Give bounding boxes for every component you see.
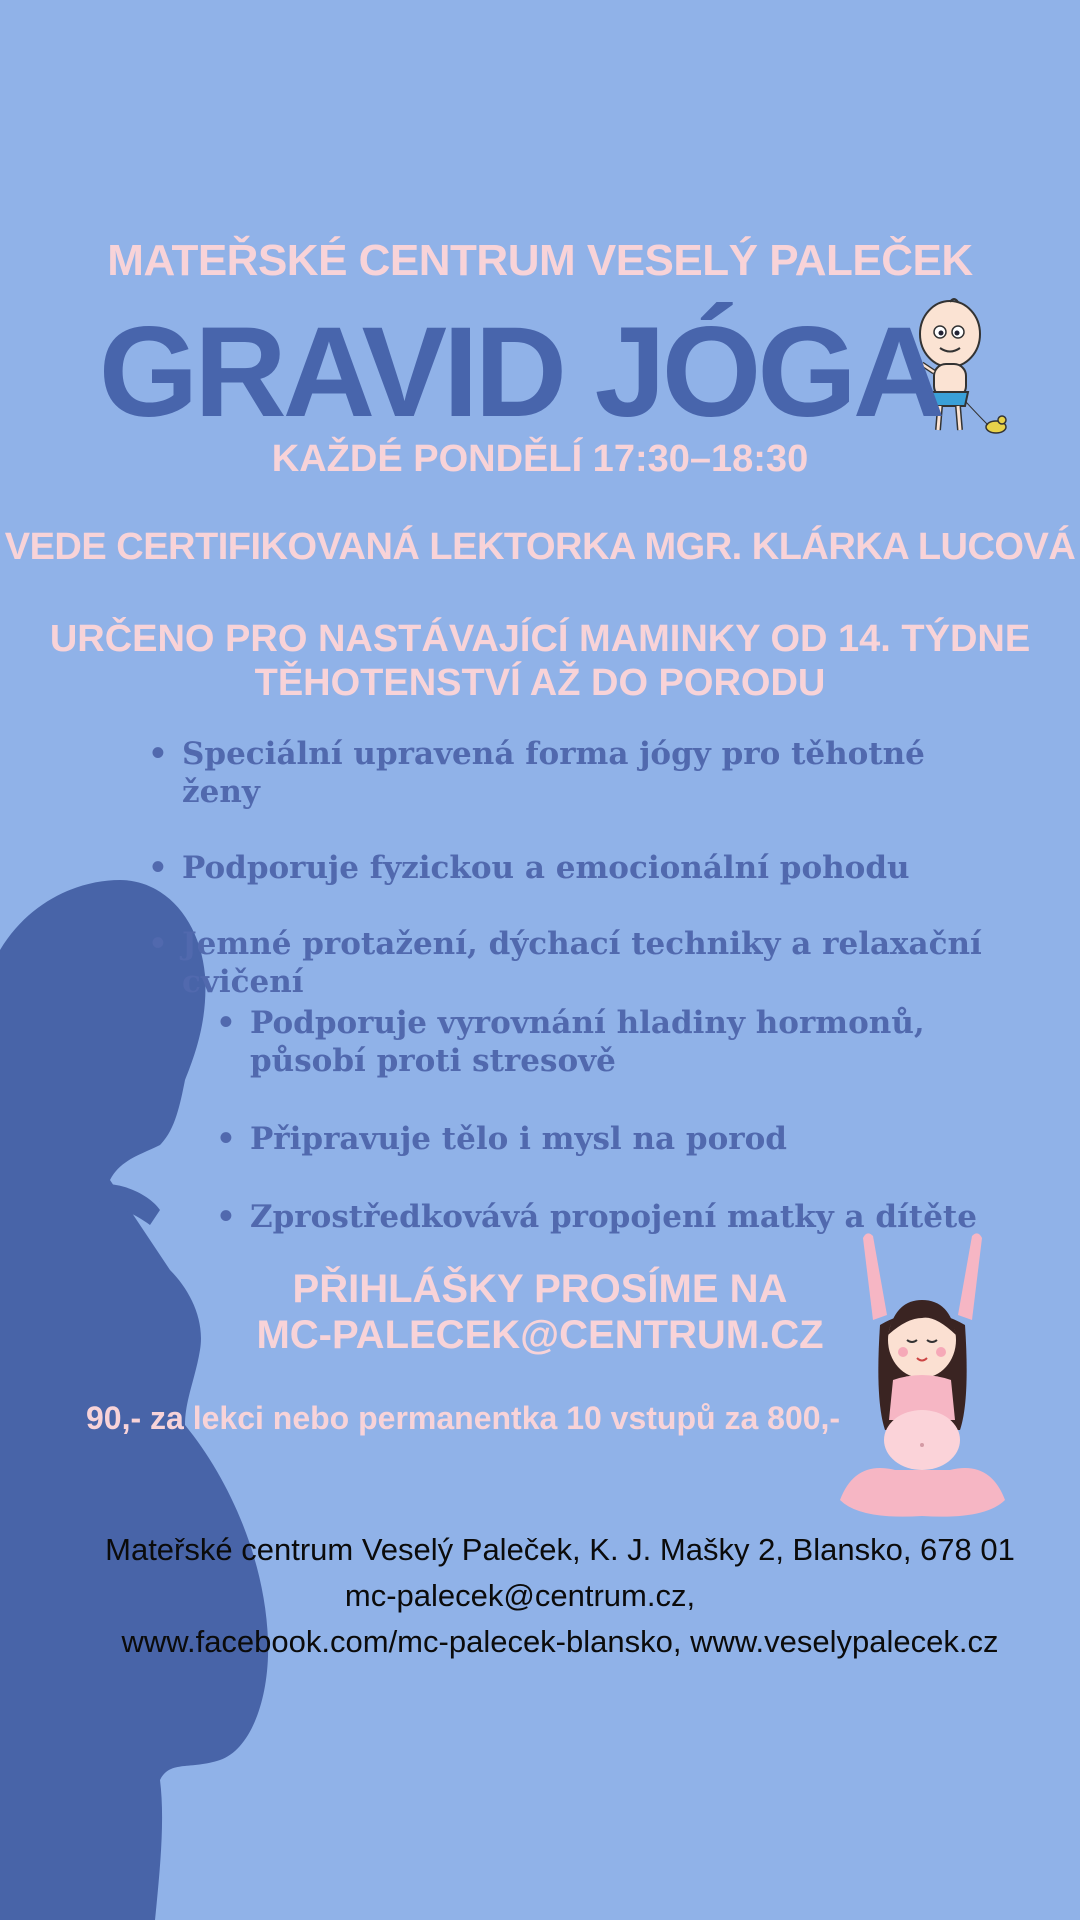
instructor-text: VEDE CERTIFIKOVANÁ LEKTORKA MGR. KLÁRKA LUCOVÁ [4,526,1076,568]
list-item: • Zprostředkovává propojení matky a dítěte [216,1198,1016,1236]
footer-web-links: www.facebook.com/mc-palecek-blansko, www.veselypalecek.cz [121,1624,999,1659]
benefits-list-indented [216,1004,1016,1276]
signup-line-1: PŘIHLÁŠKY PROSÍME NA [292,1267,788,1311]
list-item: • Speciální upravená forma jógy pro těhotné ženy [148,735,1008,811]
list-item: • Podporuje fyzickou a emocionální pohodu [148,849,1008,887]
list-item: • Jemné protažení, dýchací techniky a relaxační cvičení [148,925,1008,1001]
list-item: • Podporuje vyrovnání hladiny hormonů, působí proti stresově [216,1004,1016,1080]
list-item: • Připravuje tělo i mysl na porod [216,1120,1016,1158]
price-text: 90,- za lekci nebo permanentka 10 vstupů za 800,- [86,1400,841,1436]
target-line-2: TĚHOTENSTVÍ AŽ DO PORODU [254,662,826,704]
target-audience-text [0,617,1080,705]
footer-email: mc-palecek@centrum.cz, [344,1578,696,1613]
signup-text [0,1266,1080,1358]
signup-email: MC-PALECEK@CENTRUM.CZ [256,1313,824,1357]
benefits-list [148,735,1008,1039]
organization-name: MATEŘSKÉ CENTRUM VESELÝ PALEČEK [107,236,973,285]
footer-address: Mateřské centrum Veselý Paleček, K. J. Mašky 2, Blansko, 678 01 [105,1532,1015,1567]
page-title: GRAVID JÓGA [98,301,942,444]
schedule-text: KAŽDÉ PONDĚLÍ 17:30–18:30 [271,438,809,480]
target-line-1: URČENO PRO NASTÁVAJÍCÍ MAMINKY OD 14. TÝDNE [49,618,1031,660]
